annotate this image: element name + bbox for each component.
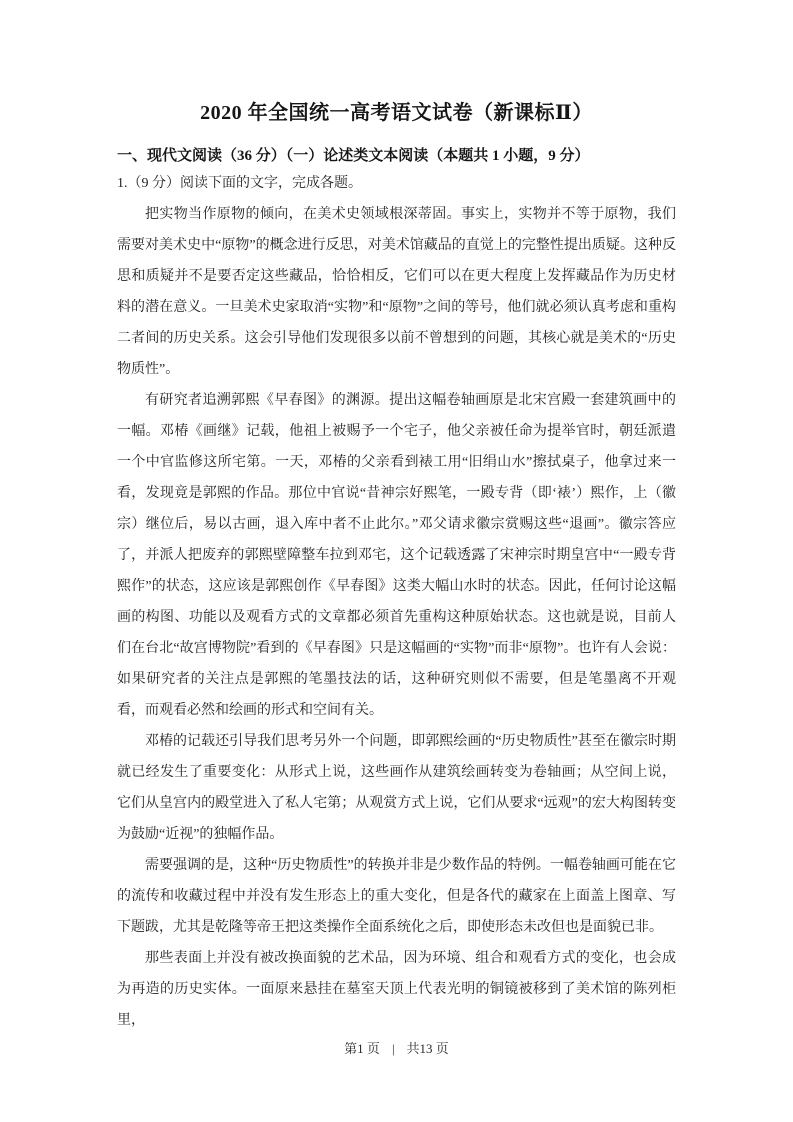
body-paragraph-2: 有研究者追溯郭熙《早春图》的渊源。提出这幅卷轴画原是北宋宫殿一套建筑画中的一幅。邓椿《画继》记载，他祖上被赐予一个宅子，他父亲被任命为提举官时，朝廷派遣一个中官监修这所宅第。一天，邓椿的父亲看到裱工用“旧绢山水”擦拭桌子，他拿过来一看，发现竟是郭熙的作品。那位中官说“昔神宗好熙笔，一殿专背（即‘裱’）熙作，上（徽宗）继位后，易以古画，退入库中者不止此尔。”邓父请求徽宗赏赐这些“退画”。徽宗答应了，并派人把废弃的郭熙壁障整车拉到邓宅，这个记载透露了宋神宗时期皇宫中“一殿专背熙作”的状态，这应该是郭熙创作《早春图》这类大幅山水时的状态。因此，任何讨论这幅画的构图、功能以及观看方式的文章都必须首先重构这种原始状态。这也就是说，目前人们在台北“故宫博物院”看到的《早春图》只是这幅画的“实物”而非“原物”。也许有人会说：如果研究者的关注点是郭熙的笔墨技法的话，这种研究则似不需要，但是笔墨离不开观看，而观看必然和绘画的形式和空间有关。 (117, 393, 676, 718)
page-footer (0, 1040, 793, 1058)
body-paragraph-5: 那些表面上并没有被改换面貌的艺术品，因为环境、组合和观看方式的变化，也会成为再造的历史实体。一面原来悬挂在墓室天顶上代表光明的铜镜被移到了美术馆的陈列柜里， (117, 951, 676, 1028)
section-heading: 一、现代文阅读（36 分）（一）论述类文本阅读（本题共 1 小题，9 分） (117, 148, 590, 164)
reading-passage (117, 199, 676, 1036)
page-number-total: 共13 页 (406, 1041, 449, 1056)
body-paragraph-3: 邓椿的记载还引导我们思考另外一个问题，即郭熙绘画的“历史物质性”甚至在徽宗时期就已经发生了重要变化：从形式上说，这些画作从建筑绘画转变为卷轴画；从空间上说，它们从皇宫内的殿堂进入了私人宅第；从观赏方式上说，它们从要求“远观”的宏大构图转变为鼓励“近视”的独幅作品。 (117, 734, 676, 842)
page-number-separator: | (391, 1041, 395, 1056)
document-title: 2020 年全国统一高考语文试卷（新课标Ⅱ） (200, 102, 593, 124)
body-paragraph-4: 需要强调的是，这种“历史物质性”的转换并非是少数作品的特例。一幅卷轴画可能在它的流传和收藏过程中并没有发生形态上的重大变化，但是各代的藏家在上面盖上图章、写下题跋，尤其是乾隆等帝王把这类操作全面系统化之后，即使形态未改但也是面貌已非。 (117, 858, 676, 935)
page-number-current: 第1 页 (344, 1041, 380, 1056)
question-intro: 1.（9 分）阅读下面的文字，完成各题。 (117, 176, 362, 191)
body-paragraph-1: 把实物当作原物的倾向，在美术史领域根深蒂固。事实上，实物并不等于原物，我们需要对美术史中“原物”的概念进行反思，对美术馆藏品的直觉上的完整性提出质疑。这种反思和质疑并不是要否定这些藏品，恰恰相反，它们可以在更大程度上发挥藏品作为历史材料的潜在意义。一旦美术史家取消“实物”和“原物”之间的等号，他们就必须认真考虑和重构二者间的历史关系。这会引导他们发现很多以前不曾想到的问题，其核心就是美术的“历史物质性”。 (117, 207, 676, 377)
document-content (117, 0, 676, 1036)
